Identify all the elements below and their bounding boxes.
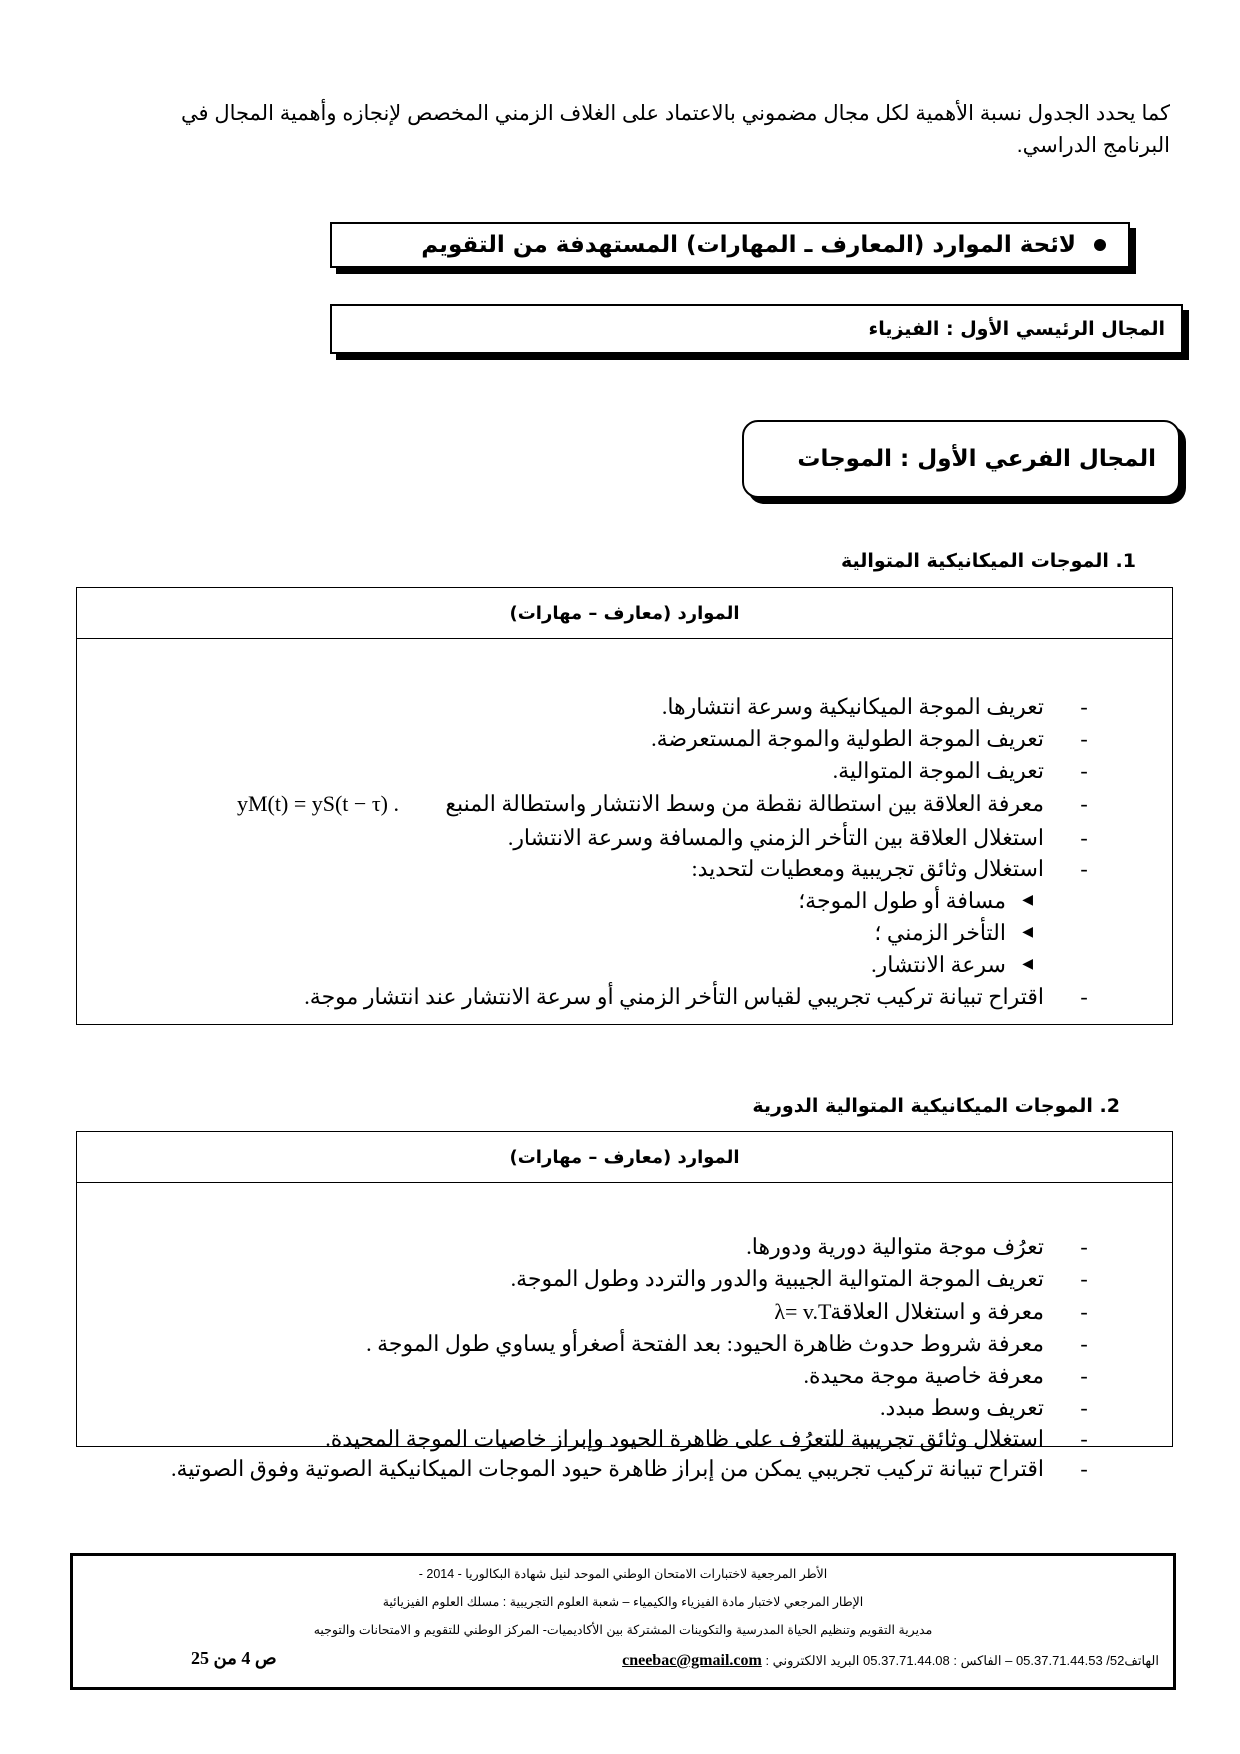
footer-line-1: الأطر المرجعية لاختبارات الامتحان الوطني الموحد لنيل شهادة البكالوريا - 2014 - xyxy=(418,1567,828,1581)
triangle-bullet-icon: ◀ xyxy=(1022,925,1033,940)
list-item: - تعريف الموجة الميكانيكية وسرعة انتشارها. xyxy=(661,694,1088,719)
resources-heading: لائحة الموارد (المعارف ـ المهارات) المستهدفة من التقويم xyxy=(421,232,1076,258)
triangle-bullet-icon: ◀ xyxy=(1022,957,1033,972)
list-item: - تعرُف موجة متوالية دورية ودورها. xyxy=(746,1234,1088,1259)
list-item: - معرفة و استغلال العلاقة λ= v.T . xyxy=(77,1296,1172,1328)
list-item: - تعريف الموجة الطولية والموجة المستعرضة. xyxy=(651,726,1088,751)
wavelength-formula: λ= v.T . xyxy=(774,1299,842,1324)
bullet-dot-icon xyxy=(1094,239,1106,251)
sub-domain-box xyxy=(742,420,1180,498)
section-2-table-header: الموارد (معارف – مهارات) xyxy=(77,1132,1172,1183)
section-2-table xyxy=(76,1131,1173,1481)
main-domain-title: المجال الرئيسي الأول : الفيزياء xyxy=(868,318,1165,340)
section-1-title: 1. الموجات الميكانيكية المتوالية xyxy=(840,550,1136,572)
list-item: - استغلال وثائق تجريبية للتعرُف على ظاهرة الحيود وإبراز خاصيات الموجة المحيدة. xyxy=(325,1426,1088,1451)
list-item: - استغلال وثائق تجريبية ومعطيات لتحديد: xyxy=(691,856,1088,881)
section-2-title: 2. الموجات الميكانيكية المتوالية الدورية xyxy=(752,1095,1120,1117)
page-footer xyxy=(70,1553,1176,1690)
triangle-bullet-icon: ◀ xyxy=(1022,893,1033,908)
resources-heading-box xyxy=(330,222,1130,268)
list-item: - معرفة خاصية موجة محيدة. xyxy=(803,1363,1088,1388)
list-item: - استغلال العلاقة بين التأخر الزمني والمسافة وسرعة الانتشار. xyxy=(507,825,1088,850)
section-1-table-header: الموارد (معارف – مهارات) xyxy=(77,588,1172,639)
displacement-formula: yM(t) = yS(t − τ) . xyxy=(237,791,399,816)
list-item: - اقتراح تبيانة تركيب تجريبي يمكن من إبراز ظاهرة حيود الموجات الميكانيكية الصوتية وفوق الصوتية. xyxy=(170,1456,1088,1481)
intro-paragraph xyxy=(70,98,1170,162)
list-item: - تعريف الموجة المتوالية. xyxy=(832,758,1088,783)
footer-contact-text: الهاتف52/ 05.37.71.44.53 – الفاكس : 05.37.71.44.08 البريد الالكتروني : xyxy=(765,1653,1159,1668)
page-number: ص 4 من 25 xyxy=(191,1648,277,1668)
list-item: - اقتراح تبيانة تركيب تجريبي لقياس التأخر الزمني أو سرعة الانتشار عند انتشار موجة. xyxy=(304,984,1088,1009)
sub-domain-title: المجال الفرعي الأول : الموجات xyxy=(797,446,1156,472)
footer-email-link[interactable]: cneebac@gmail.com xyxy=(622,1652,762,1669)
sub-list-item: ◀ مسافة أو طول الموجة؛ xyxy=(77,885,1172,917)
main-domain-box xyxy=(330,304,1183,354)
intro-line-1: كما يحدد الجدول نسبة الأهمية لكل مجال مضموني بالاعتماد على الغلاف الزمني المخصص لإنجازه وأهمية المجال في xyxy=(180,102,1170,125)
footer-contact xyxy=(622,1652,1159,1670)
sub-list-item: ◀ سرعة الانتشار. xyxy=(77,949,1172,981)
sub-list-item: ◀ التأخر الزمني ؛ xyxy=(77,917,1172,949)
list-item: - تعريف وسط مبدد. xyxy=(880,1395,1088,1420)
footer-line-3: مديرية التقويم وتنظيم الحياة المدرسية والتكوينات المشتركة بين الأكاديميات- المركز الوطني للتقويم و الامتحانات والتوجيه xyxy=(313,1623,933,1637)
section-1-table xyxy=(76,587,1173,1025)
list-item: - معرفة شروط حدوث ظاهرة الحيود: بعد الفتحة أصغرأو يساوي طول الموجة . xyxy=(366,1331,1088,1356)
footer-line-2: الإطار المرجعي لاختبار مادة الفيزياء والكيمياء – شعبة العلوم التجريبية : مسلك العلوم الفيزيائية xyxy=(382,1595,864,1609)
list-item: - تعريف الموجة المتوالية الجيبية والدور والتردد وطول الموجة. xyxy=(510,1266,1088,1291)
intro-line-2: البرنامج الدراسي. xyxy=(1016,134,1170,157)
list-item: - معرفة العلاقة بين استطالة نقطة من وسط الانتشار واستطالة المنبع yM(t) = yS(t − τ) . xyxy=(77,788,1172,820)
